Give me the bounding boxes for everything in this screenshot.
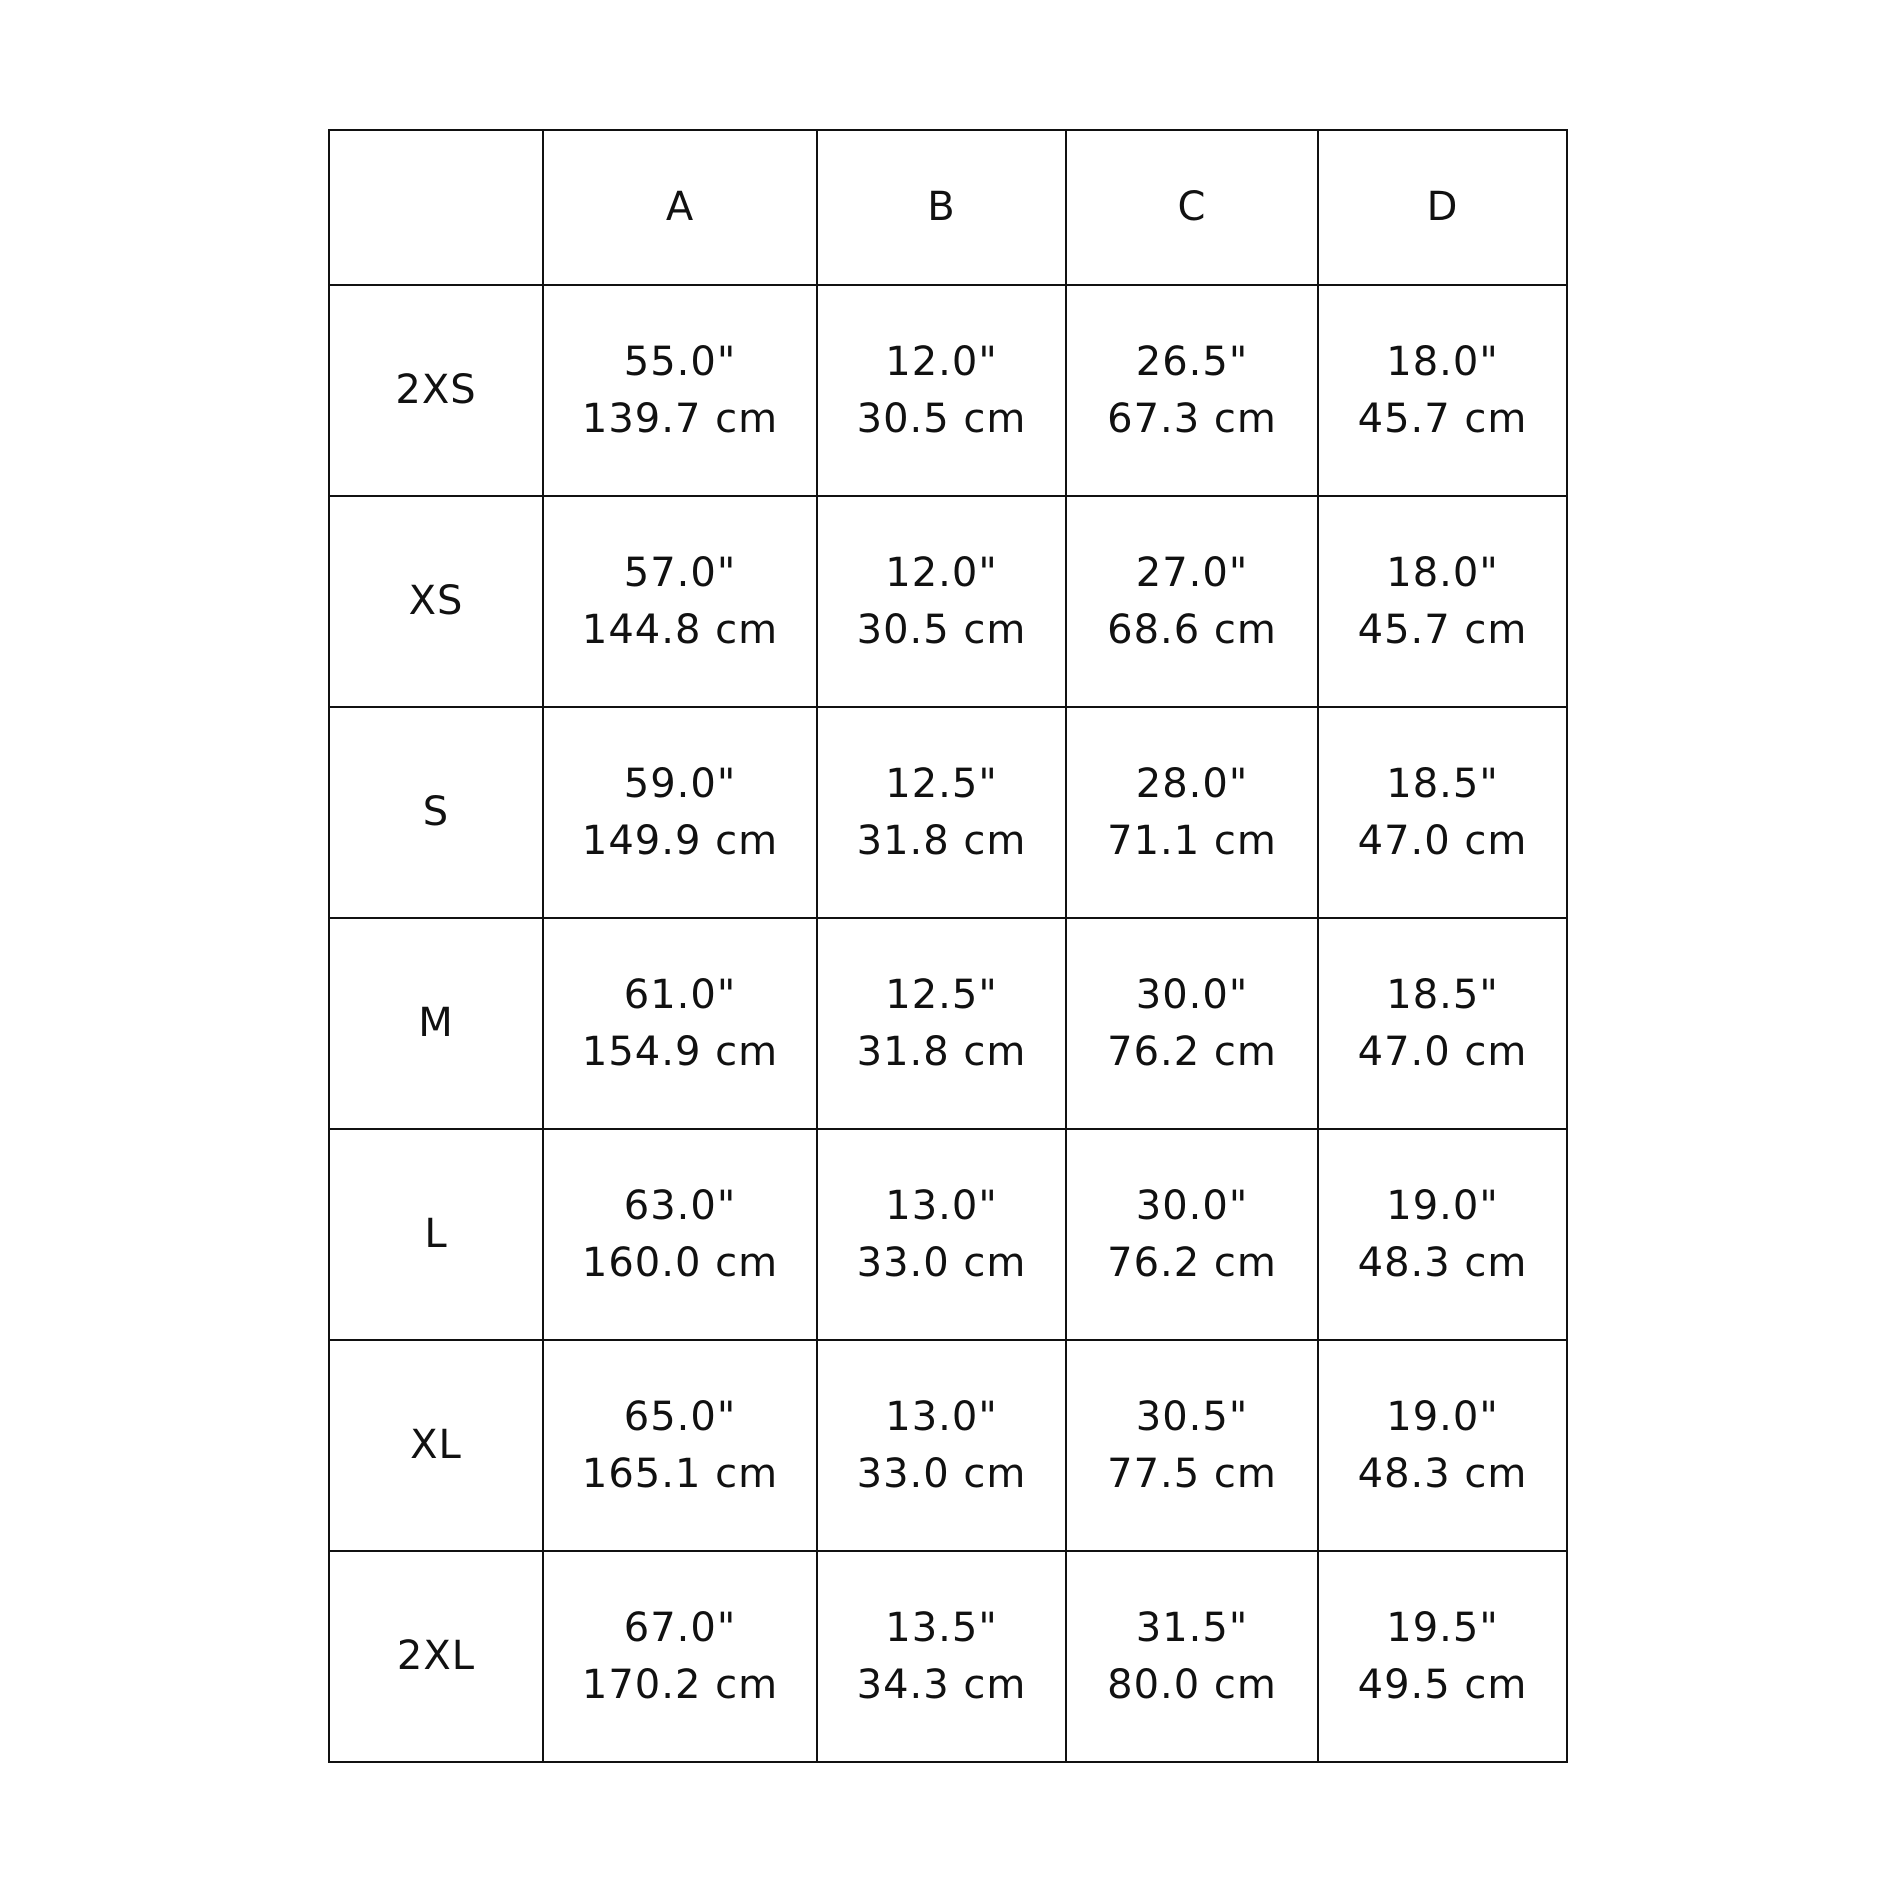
size-chart-table: [328, 129, 1568, 1763]
cm-value: 139.7 cm: [581, 395, 779, 442]
inches-value: 55.0": [623, 338, 737, 385]
cm-value: 45.7 cm: [1357, 606, 1528, 653]
inches-value: 59.0": [623, 760, 737, 807]
inches-value: 30.5": [1135, 1393, 1249, 1440]
inches-value: 19.0": [1386, 1182, 1499, 1229]
measurement-cell: [1066, 496, 1318, 707]
inches-value: 26.5": [1135, 338, 1249, 385]
cm-value: 67.3 cm: [1107, 395, 1277, 442]
column-header-a: A: [543, 130, 817, 285]
inches-value: 12.0": [885, 338, 998, 385]
size-label: S: [329, 707, 543, 918]
measurement-cell: [1066, 1340, 1318, 1551]
measurement-cell: [1066, 1129, 1318, 1340]
inches-value: 13.0": [885, 1182, 998, 1229]
cm-value: 30.5 cm: [856, 395, 1027, 442]
table-row: [329, 1551, 1567, 1762]
measurement-cell: [543, 707, 817, 918]
inches-value: 19.0": [1386, 1393, 1499, 1440]
cm-value: 77.5 cm: [1107, 1450, 1277, 1497]
inches-value: 18.5": [1386, 971, 1499, 1018]
measurement-cell: [1066, 918, 1318, 1129]
measurement-cell: [543, 1551, 817, 1762]
corner-cell: [329, 130, 543, 285]
inches-value: 28.0": [1135, 760, 1249, 807]
cm-value: 160.0 cm: [581, 1239, 779, 1286]
inches-value: 12.5": [885, 760, 998, 807]
measurement-cell: [1318, 707, 1567, 918]
inches-value: 31.5": [1135, 1604, 1249, 1651]
measurement-cell: [543, 1340, 817, 1551]
measurement-cell: [1318, 1129, 1567, 1340]
column-header-d: D: [1318, 130, 1567, 285]
cm-value: 68.6 cm: [1107, 606, 1277, 653]
measurement-cell: [1318, 496, 1567, 707]
size-label: L: [329, 1129, 543, 1340]
measurement-cell: [1318, 1340, 1567, 1551]
cm-value: 76.2 cm: [1107, 1239, 1277, 1286]
inches-value: 12.0": [885, 549, 998, 596]
size-label: 2XS: [329, 285, 543, 496]
table-row: [329, 496, 1567, 707]
cm-value: 170.2 cm: [581, 1661, 779, 1708]
measurement-cell: [1318, 285, 1567, 496]
measurement-cell: [543, 1129, 817, 1340]
measurement-cell: [1318, 918, 1567, 1129]
inches-value: 63.0": [623, 1182, 737, 1229]
cm-value: 33.0 cm: [856, 1450, 1027, 1497]
inches-value: 27.0": [1135, 549, 1249, 596]
measurement-cell: [543, 496, 817, 707]
inches-value: 65.0": [623, 1393, 737, 1440]
measurement-cell: [1066, 285, 1318, 496]
inches-value: 30.0": [1135, 971, 1249, 1018]
cm-value: 48.3 cm: [1357, 1239, 1528, 1286]
measurement-cell: [543, 918, 817, 1129]
cm-value: 30.5 cm: [856, 606, 1027, 653]
size-label: 2XL: [329, 1551, 543, 1762]
cm-value: 45.7 cm: [1357, 395, 1528, 442]
table-row: [329, 1340, 1567, 1551]
measurement-cell: [817, 496, 1066, 707]
inches-value: 18.5": [1386, 760, 1499, 807]
measurement-cell: [817, 707, 1066, 918]
size-label: XL: [329, 1340, 543, 1551]
table-row: [329, 918, 1567, 1129]
table-row: [329, 707, 1567, 918]
inches-value: 67.0": [623, 1604, 737, 1651]
measurement-cell: [1066, 707, 1318, 918]
size-label: XS: [329, 496, 543, 707]
column-header-c: C: [1066, 130, 1318, 285]
inches-value: 18.0": [1386, 549, 1499, 596]
cm-value: 154.9 cm: [581, 1028, 779, 1075]
table-row: [329, 285, 1567, 496]
inches-value: 13.0": [885, 1393, 998, 1440]
cm-value: 80.0 cm: [1107, 1661, 1277, 1708]
measurement-cell: [817, 285, 1066, 496]
cm-value: 47.0 cm: [1357, 1028, 1528, 1075]
cm-value: 33.0 cm: [856, 1239, 1027, 1286]
inches-value: 61.0": [623, 971, 737, 1018]
cm-value: 71.1 cm: [1107, 817, 1277, 864]
size-label: M: [329, 918, 543, 1129]
cm-value: 149.9 cm: [581, 817, 779, 864]
inches-value: 57.0": [623, 549, 737, 596]
cm-value: 49.5 cm: [1357, 1661, 1528, 1708]
cm-value: 31.8 cm: [856, 1028, 1027, 1075]
cm-value: 48.3 cm: [1357, 1450, 1528, 1497]
table-row: [329, 1129, 1567, 1340]
measurement-cell: [1066, 1551, 1318, 1762]
measurement-cell: [817, 918, 1066, 1129]
measurement-cell: [543, 285, 817, 496]
measurement-cell: [817, 1129, 1066, 1340]
cm-value: 34.3 cm: [856, 1661, 1027, 1708]
measurement-cell: [1318, 1551, 1567, 1762]
cm-value: 47.0 cm: [1357, 817, 1528, 864]
inches-value: 13.5": [885, 1604, 998, 1651]
cm-value: 165.1 cm: [581, 1450, 779, 1497]
header-row: [329, 130, 1567, 285]
cm-value: 31.8 cm: [856, 817, 1027, 864]
column-header-b: B: [817, 130, 1066, 285]
cm-value: 76.2 cm: [1107, 1028, 1277, 1075]
measurement-cell: [817, 1340, 1066, 1551]
inches-value: 19.5": [1386, 1604, 1499, 1651]
inches-value: 12.5": [885, 971, 998, 1018]
cm-value: 144.8 cm: [581, 606, 779, 653]
inches-value: 30.0": [1135, 1182, 1249, 1229]
inches-value: 18.0": [1386, 338, 1499, 385]
measurement-cell: [817, 1551, 1066, 1762]
